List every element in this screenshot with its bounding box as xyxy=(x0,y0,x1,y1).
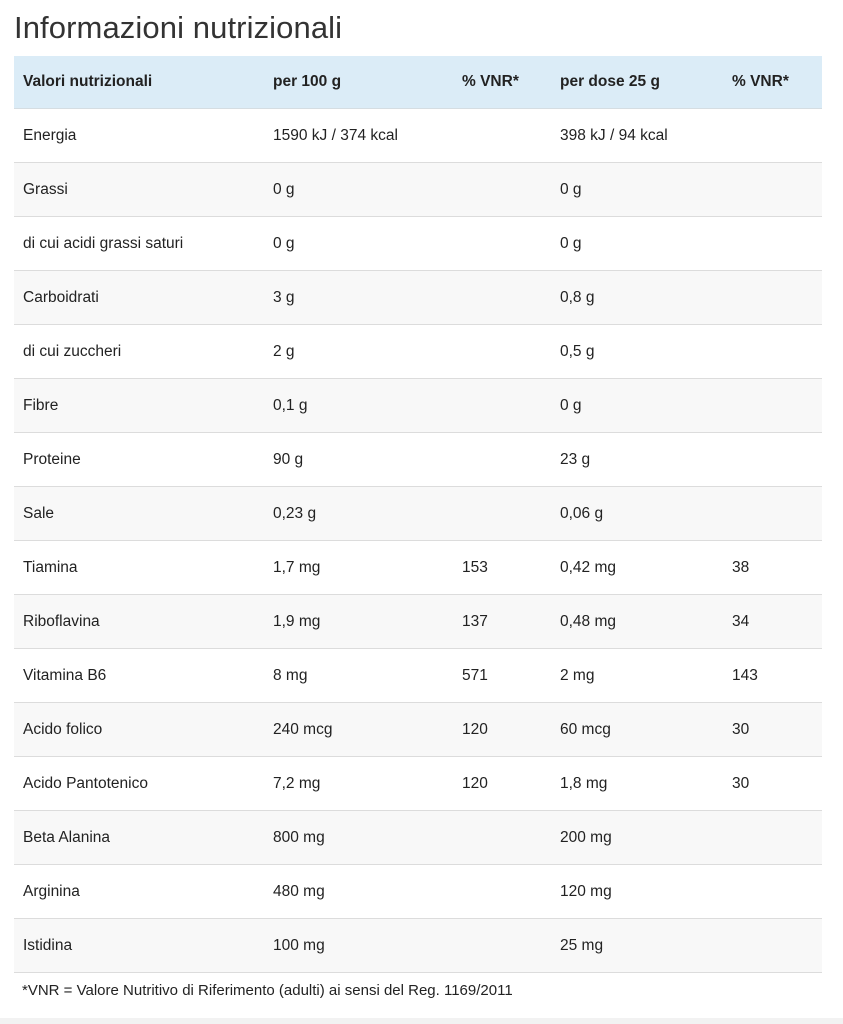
cell-vnr-100g xyxy=(453,433,551,487)
cell-vnr-dose: 30 xyxy=(723,757,822,811)
nutrition-table-body xyxy=(14,109,822,973)
table-row xyxy=(14,595,822,649)
cell-nutrient: Tiamina xyxy=(14,541,264,595)
cell-vnr-dose xyxy=(723,487,822,541)
cell-per-dose: 0 g xyxy=(551,379,723,433)
cell-per-dose: 0,42 mg xyxy=(551,541,723,595)
cell-nutrient: Vitamina B6 xyxy=(14,649,264,703)
cell-nutrient: di cui zuccheri xyxy=(14,325,264,379)
table-row xyxy=(14,271,822,325)
cell-vnr-dose: 34 xyxy=(723,595,822,649)
cell-per-dose: 60 mcg xyxy=(551,703,723,757)
table-row xyxy=(14,433,822,487)
header-nutrient: Valori nutrizionali xyxy=(14,56,264,109)
cell-vnr-100g xyxy=(453,919,551,973)
table-row xyxy=(14,919,822,973)
cell-per-100g: 0 g xyxy=(264,163,453,217)
cell-per-100g: 800 mg xyxy=(264,811,453,865)
cell-per-dose: 200 mg xyxy=(551,811,723,865)
cell-per-100g: 8 mg xyxy=(264,649,453,703)
cell-nutrient: Fibre xyxy=(14,379,264,433)
cell-per-dose: 0,5 g xyxy=(551,325,723,379)
table-row xyxy=(14,163,822,217)
cell-per-100g: 0,1 g xyxy=(264,379,453,433)
cell-vnr-dose xyxy=(723,919,822,973)
header-vnr-100g: % VNR* xyxy=(453,56,551,109)
table-row xyxy=(14,217,822,271)
cell-nutrient: Energia xyxy=(14,109,264,163)
page-title: Informazioni nutrizionali xyxy=(14,10,343,45)
cell-vnr-100g: 120 xyxy=(453,703,551,757)
cell-per-100g: 1,9 mg xyxy=(264,595,453,649)
cell-nutrient: Acido folico xyxy=(14,703,264,757)
cell-nutrient: Grassi xyxy=(14,163,264,217)
table-row xyxy=(14,811,822,865)
nutrition-table-head xyxy=(14,56,822,109)
header-per-100g: per 100 g xyxy=(264,56,453,109)
cell-per-dose: 0 g xyxy=(551,163,723,217)
cell-per-dose: 1,8 mg xyxy=(551,757,723,811)
cell-vnr-dose xyxy=(723,163,822,217)
table-row xyxy=(14,703,822,757)
cell-vnr-100g xyxy=(453,109,551,163)
cell-vnr-dose xyxy=(723,865,822,919)
cell-per-100g: 0 g xyxy=(264,217,453,271)
cell-per-100g: 1,7 mg xyxy=(264,541,453,595)
cell-nutrient: Arginina xyxy=(14,865,264,919)
cell-vnr-100g xyxy=(453,217,551,271)
cell-nutrient: Carboidrati xyxy=(14,271,264,325)
table-row xyxy=(14,325,822,379)
cell-vnr-dose xyxy=(723,379,822,433)
cell-vnr-100g xyxy=(453,163,551,217)
table-row xyxy=(14,649,822,703)
cell-vnr-100g xyxy=(453,325,551,379)
cell-vnr-100g xyxy=(453,865,551,919)
header-row xyxy=(14,56,822,109)
cell-vnr-100g: 120 xyxy=(453,757,551,811)
cell-per-dose: 25 mg xyxy=(551,919,723,973)
header-vnr-dose: % VNR* xyxy=(723,56,822,109)
cell-nutrient: Sale xyxy=(14,487,264,541)
cell-per-100g: 480 mg xyxy=(264,865,453,919)
cell-vnr-100g: 571 xyxy=(453,649,551,703)
table-row xyxy=(14,109,822,163)
cell-vnr-dose xyxy=(723,811,822,865)
cell-vnr-100g xyxy=(453,487,551,541)
header-per-dose: per dose 25 g xyxy=(551,56,723,109)
cell-per-100g: 90 g xyxy=(264,433,453,487)
cell-per-100g: 100 mg xyxy=(264,919,453,973)
cell-vnr-100g: 153 xyxy=(453,541,551,595)
table-row xyxy=(14,541,822,595)
table-row xyxy=(14,757,822,811)
cell-per-100g: 7,2 mg xyxy=(264,757,453,811)
cell-per-100g: 240 mcg xyxy=(264,703,453,757)
cell-per-dose: 0 g xyxy=(551,217,723,271)
cell-per-100g: 2 g xyxy=(264,325,453,379)
cell-vnr-dose xyxy=(723,433,822,487)
cell-vnr-dose xyxy=(723,325,822,379)
cell-vnr-dose xyxy=(723,109,822,163)
cell-vnr-100g xyxy=(453,811,551,865)
cell-per-dose: 0,06 g xyxy=(551,487,723,541)
cell-vnr-100g xyxy=(453,379,551,433)
cell-per-dose: 398 kJ / 94 kcal xyxy=(551,109,723,163)
cell-vnr-dose xyxy=(723,217,822,271)
nutrition-table xyxy=(14,56,822,973)
cell-nutrient: Istidina xyxy=(14,919,264,973)
bottom-divider xyxy=(0,1018,843,1024)
cell-per-dose: 2 mg xyxy=(551,649,723,703)
table-row xyxy=(14,379,822,433)
cell-vnr-dose: 30 xyxy=(723,703,822,757)
table-row xyxy=(14,865,822,919)
cell-vnr-dose: 38 xyxy=(723,541,822,595)
cell-nutrient: Riboflavina xyxy=(14,595,264,649)
cell-vnr-dose: 143 xyxy=(723,649,822,703)
cell-per-dose: 0,8 g xyxy=(551,271,723,325)
cell-per-100g: 1590 kJ / 374 kcal xyxy=(264,109,453,163)
cell-per-dose: 120 mg xyxy=(551,865,723,919)
cell-vnr-dose xyxy=(723,271,822,325)
cell-nutrient: Proteine xyxy=(14,433,264,487)
cell-nutrient: Beta Alanina xyxy=(14,811,264,865)
vnr-footnote: *VNR = Valore Nutritivo di Riferimento (adulti) ai sensi del Reg. 1169/2011 xyxy=(22,982,513,999)
cell-per-100g: 0,23 g xyxy=(264,487,453,541)
cell-per-dose: 0,48 mg xyxy=(551,595,723,649)
cell-per-dose: 23 g xyxy=(551,433,723,487)
cell-per-100g: 3 g xyxy=(264,271,453,325)
cell-nutrient: Acido Pantotenico xyxy=(14,757,264,811)
cell-nutrient: di cui acidi grassi saturi xyxy=(14,217,264,271)
table-row xyxy=(14,487,822,541)
cell-vnr-100g: 137 xyxy=(453,595,551,649)
cell-vnr-100g xyxy=(453,271,551,325)
